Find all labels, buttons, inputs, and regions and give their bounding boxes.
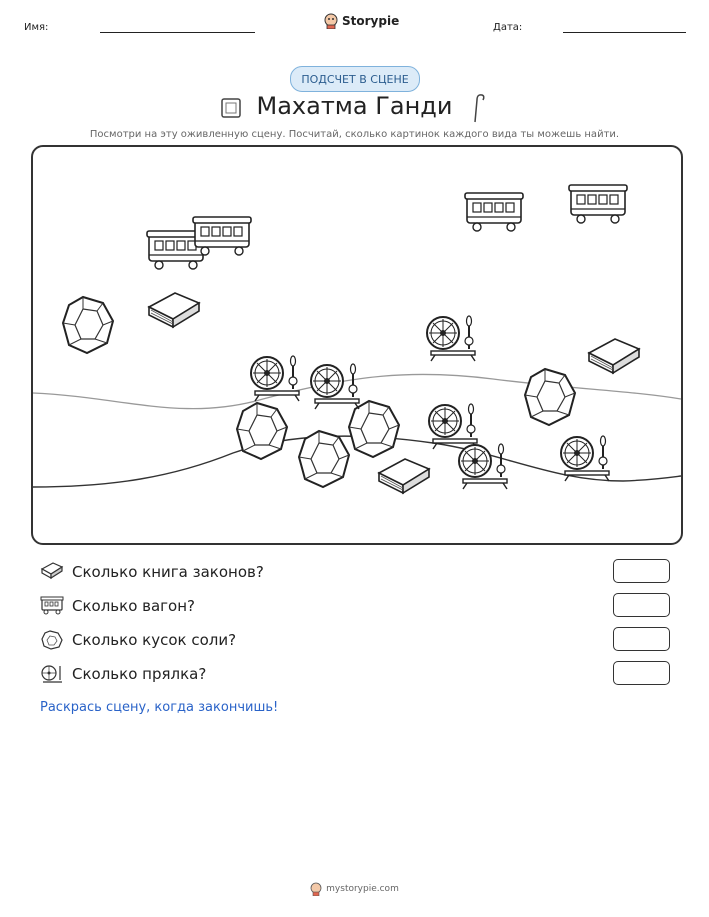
answer-box-spinning-wheels[interactable] [613, 661, 670, 685]
storypie-mascot-icon [310, 882, 322, 896]
page-title: Махатма Ганди [256, 92, 453, 120]
question-text: Сколько кусок соли? [72, 631, 237, 649]
answer-box-wagons[interactable] [613, 593, 670, 617]
coloring-note: Раскрась сцену, когда закончишь! [40, 700, 279, 715]
question-text: Сколько прялка? [72, 665, 207, 683]
salt-rock-icon [40, 630, 64, 650]
name-label: Имя: [24, 22, 49, 33]
scene-wagon [465, 193, 523, 231]
date-label: Дата: [493, 22, 523, 33]
date-line[interactable] [563, 32, 686, 33]
spinning-wheel-icon [40, 664, 64, 684]
storypie-mascot-icon [324, 13, 338, 29]
scene-book [149, 293, 199, 327]
scene-spinning-wheel [251, 356, 299, 401]
footer [0, 882, 709, 896]
scene-salt-rock [237, 403, 287, 459]
scene-salt-rock [63, 297, 113, 353]
brand-name: Storypie [342, 14, 400, 28]
scene-spinning-wheel [429, 404, 477, 449]
scene-wagon [193, 217, 251, 255]
question-wagons [40, 596, 195, 616]
question-text: Сколько книга законов? [72, 563, 264, 581]
brand-logo [324, 13, 399, 29]
activity-badge: ПОДСЧЕТ В СЦЕНЕ [290, 66, 420, 92]
question-text: Сколько вагон? [72, 597, 196, 615]
question-salt [40, 630, 236, 650]
answer-box-books[interactable] [613, 559, 670, 583]
answer-box-salt[interactable] [613, 627, 670, 651]
scene-salt-rock [349, 401, 399, 457]
scene-salt-rock [525, 369, 575, 425]
scene-book [379, 459, 429, 493]
book-icon [40, 562, 64, 582]
train-car-icon [40, 596, 64, 616]
name-line[interactable] [100, 32, 255, 33]
counting-scene [31, 145, 683, 545]
scene-spinning-wheel [561, 436, 609, 481]
scene-spinning-wheel [311, 364, 359, 409]
walking-stick-icon [469, 92, 487, 128]
question-spinning-wheels [40, 664, 206, 684]
footer-url[interactable]: mystorypie.com [326, 884, 399, 894]
scene-wagon [569, 185, 627, 223]
scene-spinning-wheel [459, 444, 507, 489]
scene-book [589, 339, 639, 373]
scene-spinning-wheel [427, 316, 475, 361]
question-books [40, 562, 264, 582]
scene-salt-rock [299, 431, 349, 487]
instructions: Посмотри на эту оживленную сцену. Посчитай, сколько картинок каждого вида ты можешь найти. [89, 129, 620, 140]
